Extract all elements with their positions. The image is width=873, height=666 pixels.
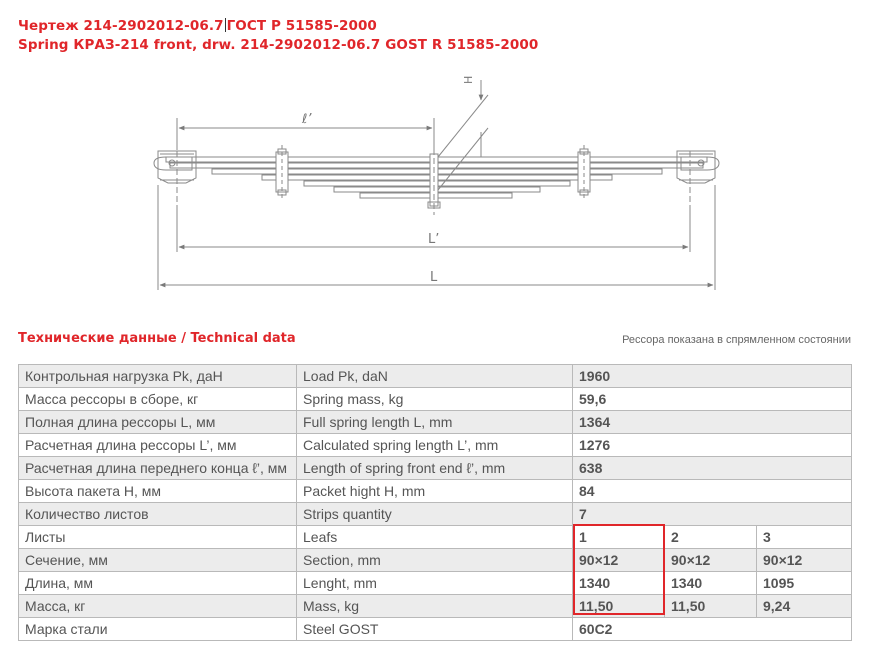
param-name-ru: Марка стали [19,618,297,641]
section-note: Рессора показана в спрямленном состоянии [622,334,851,346]
param-value: 1364 [573,411,852,434]
table-row [19,365,852,388]
label-front-end: ℓ’ [302,112,312,127]
param-value: 59,6 [573,388,852,411]
leaf-2-value: 90×12 [665,549,757,572]
leaf-3-value: 90×12 [757,549,852,572]
technical-data-table [18,364,852,641]
param-value: 84 [573,480,852,503]
drawing-title-ru [18,18,377,34]
table-row [19,503,852,526]
table-row [19,480,852,503]
leaf-2-value: 2 [665,526,757,549]
param-name-en: Section, mm [297,549,573,572]
title-drawing-number: Чертеж 214-2902012-06.7 [18,18,224,34]
leaf-3-value: 3 [757,526,852,549]
leaf-2-value: 1340 [665,572,757,595]
leaf-2-value: 11,50 [665,595,757,618]
param-value: 1276 [573,434,852,457]
param-name-ru: Высота пакета H, мм [19,480,297,503]
param-value: 60С2 [573,618,852,641]
param-name-en: Calculated spring length L’, mm [297,434,573,457]
table-row [19,526,852,549]
label-H: H [462,75,475,84]
leaf-1-value: 11,50 [573,595,665,618]
leaf-3-value: 1095 [757,572,852,595]
drawing-title-en: Spring КРАЗ-214 front, drw. 214-2902012-06.7 GOST R 51585-2000 [18,37,539,53]
param-value: 7 [573,503,852,526]
leaf-1-highlight-box [573,524,665,615]
param-name-en: Length of spring front end ℓ’, mm [297,457,573,480]
param-name-en: Lenght, mm [297,572,573,595]
section-heading: Технические данные / Technical data [18,331,296,346]
leaf-1-value: 90×12 [573,549,665,572]
param-name-en: Mass, kg [297,595,573,618]
title-gost: ГОСТ Р 51585-2000 [226,18,377,34]
param-name-ru: Полная длина рессоры L, мм [19,411,297,434]
label-calculated-length: L’ [428,232,440,247]
param-name-ru: Контрольная нагрузка Pk, даН [19,365,297,388]
param-name-en: Strips quantity [297,503,573,526]
spring-clamp-left [276,145,288,200]
param-name-en: Leafs [297,526,573,549]
param-name-ru: Расчетная длина переднего конца ℓ’, мм [19,457,297,480]
table-row [19,549,852,572]
param-name-en: Full spring length L, mm [297,411,573,434]
table-row [19,457,852,480]
table-row [19,434,852,457]
leaf-spring-drawing [0,60,873,300]
leaf-1-value: 1 [573,526,665,549]
param-value: 638 [573,457,852,480]
table-row [19,411,852,434]
param-name-ru: Сечение, мм [19,549,297,572]
param-name-ru: Количество листов [19,503,297,526]
leaf-3-value: 9,24 [757,595,852,618]
param-name-en: Spring mass, kg [297,388,573,411]
param-name-en: Packet hight H, mm [297,480,573,503]
leaf-1-value: 1340 [573,572,665,595]
param-value: 1960 [573,365,852,388]
param-name-ru: Расчетная длина рессоры L’, мм [19,434,297,457]
spring-clamp-right [578,145,590,200]
label-full-length: L [430,270,438,285]
center-bolt [428,140,440,215]
param-name-ru: Масса, кг [19,595,297,618]
param-name-en: Load Pk, daN [297,365,573,388]
table-row [19,595,852,618]
param-name-ru: Листы [19,526,297,549]
table-row [19,572,852,595]
table-row [19,618,852,641]
text-cursor [225,18,226,32]
param-name-en: Steel GOST [297,618,573,641]
param-name-ru: Масса рессоры в сборе, кг [19,388,297,411]
table-row [19,388,852,411]
param-name-ru: Длина, мм [19,572,297,595]
